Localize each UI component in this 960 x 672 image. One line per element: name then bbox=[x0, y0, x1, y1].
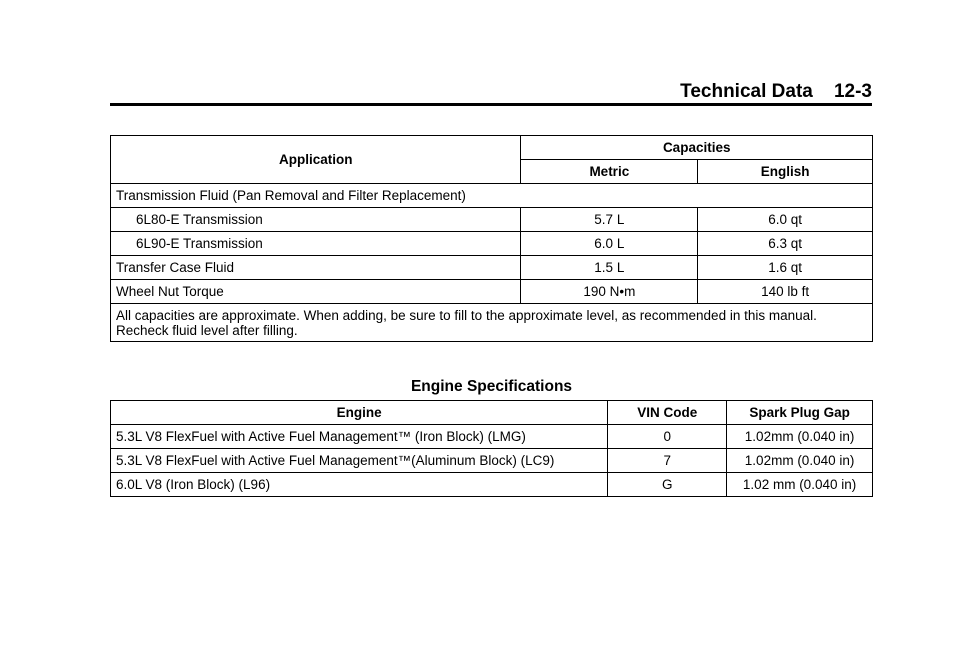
row-metric: 1.5 L bbox=[521, 256, 698, 280]
header-rule bbox=[110, 103, 872, 106]
col-capacities: Capacities bbox=[521, 136, 873, 160]
row-metric: 6.0 L bbox=[521, 232, 698, 256]
section-title: Engine Specifications bbox=[410, 378, 573, 395]
row-english: 1.6 qt bbox=[698, 256, 873, 280]
table-note-row bbox=[111, 304, 873, 342]
engine-specs-table bbox=[110, 400, 873, 497]
page-header bbox=[110, 80, 872, 104]
col-vin-code: VIN Code bbox=[608, 401, 727, 425]
engine-name: 6.0L V8 (Iron Block) (L96) bbox=[111, 473, 608, 497]
vin-code: 7 bbox=[608, 449, 727, 473]
row-metric: 190 N•m bbox=[521, 280, 698, 304]
table-row bbox=[111, 473, 873, 497]
row-label: Transfer Case Fluid bbox=[111, 256, 521, 280]
table-row bbox=[111, 449, 873, 473]
capacities-table bbox=[110, 135, 873, 342]
engine-name: 5.3L V8 FlexFuel with Active Fuel Management™ (Iron Block) (LMG) bbox=[111, 425, 608, 449]
row-english: 6.0 qt bbox=[698, 208, 873, 232]
col-application: Application bbox=[111, 136, 521, 184]
col-metric: Metric bbox=[521, 160, 698, 184]
col-engine: Engine bbox=[111, 401, 608, 425]
table-row bbox=[111, 280, 873, 304]
table-row bbox=[111, 232, 873, 256]
vin-code: 0 bbox=[608, 425, 727, 449]
col-english: English bbox=[698, 160, 873, 184]
spark-plug-gap: 1.02mm (0.040 in) bbox=[727, 449, 873, 473]
row-english: 140 lb ft bbox=[698, 280, 873, 304]
spark-plug-gap: 1.02mm (0.040 in) bbox=[727, 425, 873, 449]
capacities-note: All capacities are approximate. When adding, be sure to fill to the approximate level, as recommended in this manual. Recheck fluid level after filling. bbox=[111, 304, 873, 342]
engine-name: 5.3L V8 FlexFuel with Active Fuel Management™(Aluminum Block) (LC9) bbox=[111, 449, 608, 473]
table-row bbox=[111, 184, 873, 208]
table-header-row bbox=[111, 136, 873, 160]
row-label: 6L80-E Transmission bbox=[111, 208, 521, 232]
row-label: Wheel Nut Torque bbox=[111, 280, 521, 304]
transmission-heading: Transmission Fluid (Pan Removal and Filter Replacement) bbox=[111, 184, 873, 208]
col-spark-plug-gap: Spark Plug Gap bbox=[727, 401, 873, 425]
page-number: 12-3 bbox=[833, 81, 872, 102]
table-row bbox=[111, 256, 873, 280]
table-header-row bbox=[111, 401, 873, 425]
page-title: Technical Data bbox=[680, 81, 813, 102]
row-label: 6L90-E Transmission bbox=[111, 232, 521, 256]
vin-code: G bbox=[608, 473, 727, 497]
row-english: 6.3 qt bbox=[698, 232, 873, 256]
spark-plug-gap: 1.02 mm (0.040 in) bbox=[727, 473, 873, 497]
row-metric: 5.7 L bbox=[521, 208, 698, 232]
table-row bbox=[111, 208, 873, 232]
table-row bbox=[111, 425, 873, 449]
